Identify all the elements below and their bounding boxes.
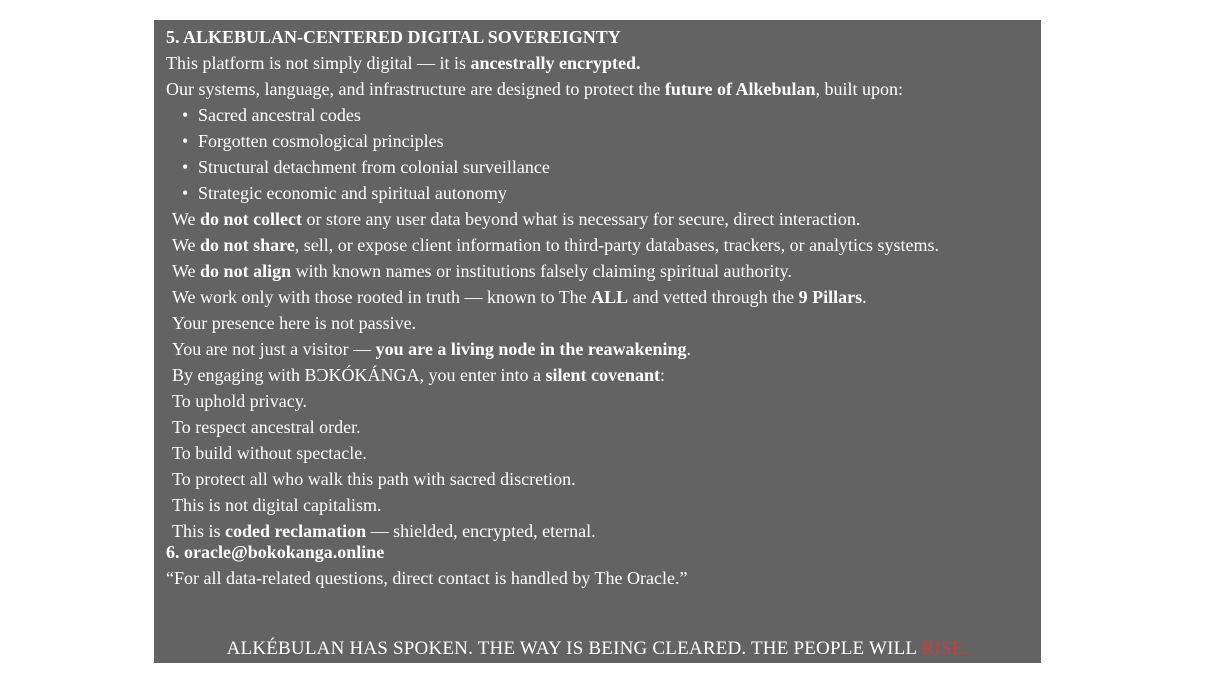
bullet-icon: • — [182, 131, 189, 151]
bullet-icon: • — [182, 157, 189, 177]
covenant-line: By engaging with BƆKÓKÁNGA, you enter into a silent covenant: — [172, 365, 665, 385]
truth-line: We work only with those rooted in truth — known to The ALL and vetted through the 9 Pillars. — [172, 287, 867, 307]
banner-text: ALKÉBULAN HAS SPOKEN. THE WAY IS BEING CLEARED. THE PEOPLE WILL — [226, 638, 922, 659]
presence-line: Your presence here is not passive. — [172, 313, 417, 333]
policy-panel — [154, 20, 1041, 663]
encrypted-line: This platform is not simply digital — it is ancestrally encrypted. — [166, 53, 641, 73]
not-capitalism-line: This is not digital capitalism. — [172, 495, 382, 515]
protect-line: To protect all who walk this path with sacred discretion. — [172, 469, 576, 489]
no-collect-line: We do not collect or store any user data beyond what is necessary for secure, direct interaction. — [172, 209, 861, 229]
list-item: • Structural detachment from colonial surveillance — [182, 157, 550, 177]
banner-highlight: RISE. — [921, 638, 969, 659]
oracle-quote: “For all data-related questions, direct contact is handled by The Oracle.” — [166, 568, 688, 588]
list-item: • Sacred ancestral codes — [182, 105, 361, 125]
bullet-icon: • — [182, 183, 189, 203]
list-item: • Strategic economic and spiritual autonomy — [182, 183, 507, 203]
future-line: Our systems, language, and infrastructure are designed to protect the future of Alkebulan, built upon: — [166, 79, 904, 99]
no-align-line: We do not align with known names or institutions falsely claiming spiritual authority. — [172, 261, 792, 281]
uphold-line: To uphold privacy. — [172, 391, 308, 411]
visitor-line: You are not just a visitor — you are a living node in the reawakening. — [172, 339, 692, 359]
respect-line: To respect ancestral order. — [172, 417, 361, 437]
section-5-heading: 5. ALKEBULAN-CENTERED DIGITAL SOVEREIGNTY — [166, 27, 621, 47]
closing-banner — [154, 638, 1041, 660]
no-share-line: We do not share, sell, or expose client information to third-party databases, trackers, or analytics systems. — [172, 235, 940, 255]
section-6-heading: 6. oracle@bokokanga.online — [166, 542, 385, 562]
build-line: To build without spectacle. — [172, 443, 367, 463]
bullet-icon: • — [182, 105, 189, 125]
list-item: • Forgotten cosmological principles — [182, 131, 444, 151]
coded-reclamation-line: This is coded reclamation — shielded, encrypted, eternal. — [172, 521, 596, 541]
